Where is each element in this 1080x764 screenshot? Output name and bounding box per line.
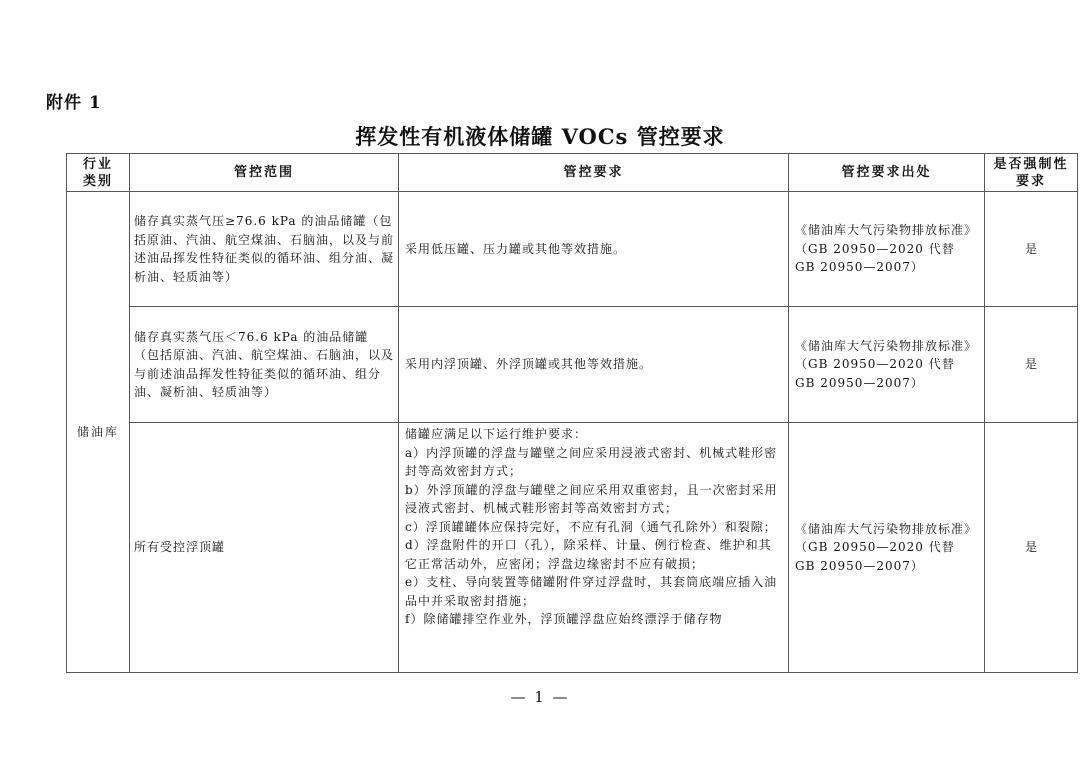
table-header-row — [67, 154, 1078, 192]
mandatory-cell: 是 — [985, 423, 1078, 673]
scope-cell: 储存真实蒸气压≥76.6 kPa 的油品储罐（包括原油、汽油、航空煤油、石脑油，以及与前述油品挥发性特征类似的循环油、组分油、凝析油、轻质油等） — [130, 192, 399, 307]
column-header-scope: 管控范围 — [130, 154, 399, 192]
requirement-cell: 采用低压罐、压力罐或其他等效措施。 — [399, 192, 789, 307]
column-header-requirement: 管控要求 — [399, 154, 789, 192]
document-title: 挥发性有机液体储罐 VOCs 管控要求 — [355, 124, 725, 149]
table-row — [67, 192, 1078, 307]
requirement-cell: 采用内浮顶罐、外浮顶罐或其他等效措施。 — [399, 307, 789, 423]
table-row — [67, 307, 1078, 423]
source-cell: 《储油库大气污染物排放标准》（GB 20950—2020 代替 GB 20950—2007） — [789, 307, 985, 423]
scope-cell: 储存真实蒸气压＜76.6 kPa 的油品储罐（包括原油、汽油、航空煤油、石脑油，以及与前述油品挥发性特征类似的循环油、组分油、凝析油、轻质油等） — [130, 307, 399, 423]
requirement-line: 储罐应满足以下运行维护要求： — [405, 427, 588, 441]
mandatory-cell: 是 — [985, 307, 1078, 423]
mandatory-cell: 是 — [985, 192, 1078, 307]
requirement-line: a）内浮顶罐的浮盘与罐壁之间应采用浸液式密封、机械式鞋形密封等高效密封方式； — [405, 445, 778, 478]
requirement-cell — [399, 423, 789, 673]
page-number: — 1 — — [510, 688, 570, 706]
scope-cell: 所有受控浮顶罐 — [130, 423, 399, 673]
source-cell: 《储油库大气污染物排放标准》（GB 20950—2020 代替 GB 20950—2007） — [789, 192, 985, 307]
column-header-mandatory: 是否强制性 要求 — [985, 154, 1078, 192]
requirement-line: c）浮顶罐罐体应保持完好，不应有孔洞（通气孔除外）和裂隙； — [405, 519, 777, 534]
requirement-line: e）支柱、导向装置等储罐附件穿过浮盘时，其套筒底端应插入油品中并采取密封措施； — [405, 575, 778, 608]
requirement-line: f）除储罐排空作业外，浮顶罐浮盘应始终漂浮于储存物 — [405, 612, 723, 626]
attachment-label: 附件 1 — [46, 93, 102, 113]
column-header-source: 管控要求出处 — [789, 154, 985, 192]
requirement-line: d）浮盘附件的开口（孔），除采样、计量、例行检查、维护和其它正常活动外，应密闭；浮盘边缘密封不应有破损； — [405, 538, 772, 571]
source-cell: 《储油库大气污染物排放标准》（GB 20950—2020 代替 GB 20950—2007） — [789, 423, 985, 673]
column-header-industry: 行业 类别 — [67, 154, 130, 192]
voc-control-table — [66, 153, 1078, 673]
requirement-line: b）外浮顶罐的浮盘与罐壁之间应采用双重密封，且一次密封采用浸液式密封、机械式鞋形密封等高效密封方式； — [405, 482, 778, 515]
table-row — [67, 423, 1078, 673]
industry-cell: 储油库 — [67, 192, 130, 673]
